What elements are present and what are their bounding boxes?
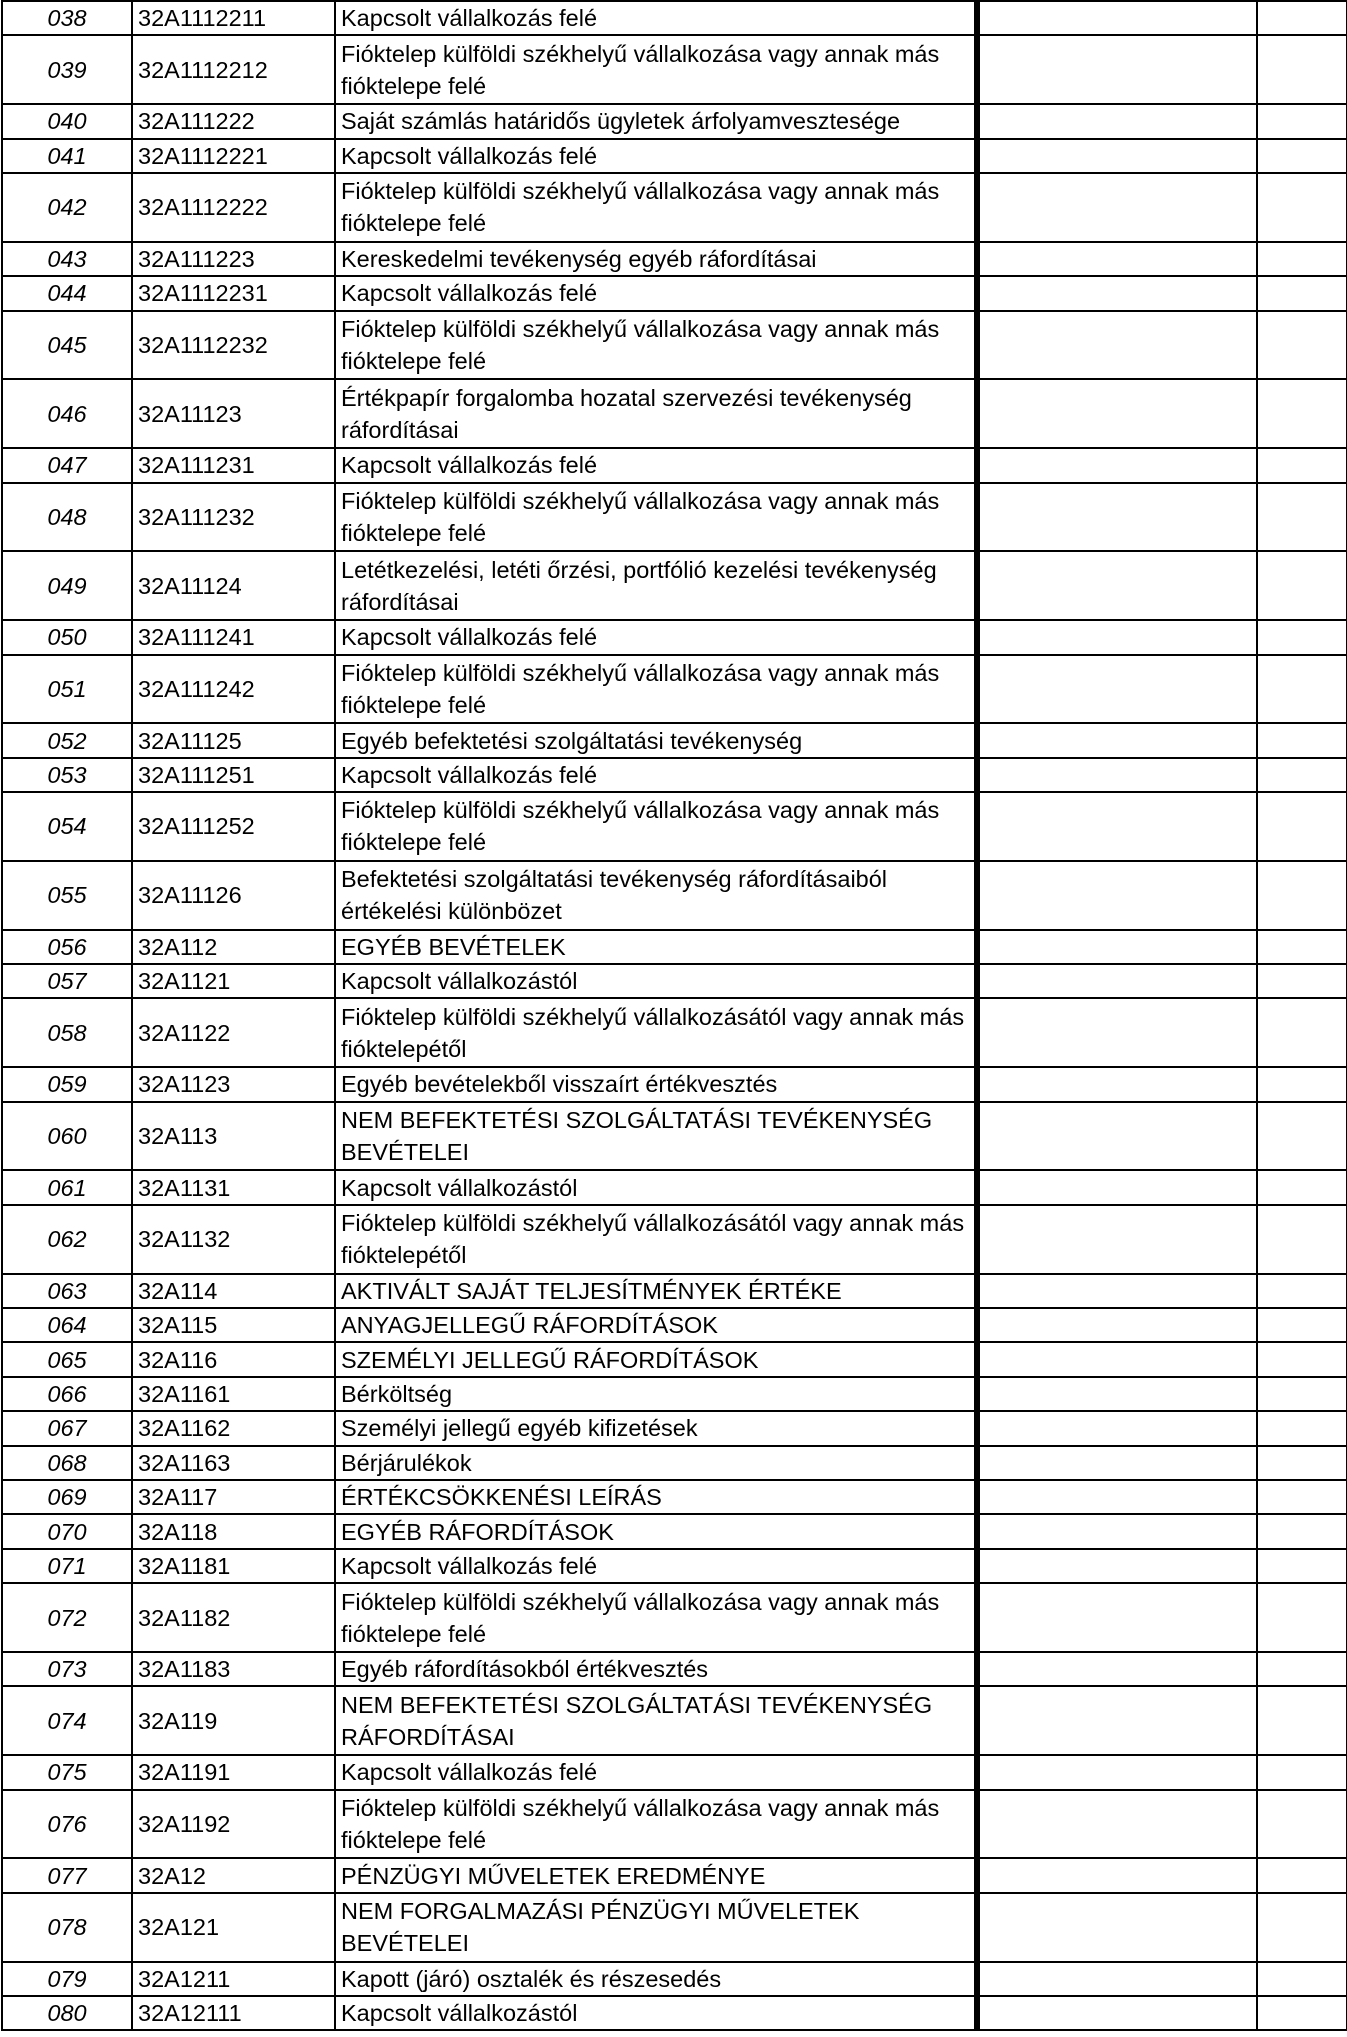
row-description-cell: Kapott (járó) osztalék és részesedés xyxy=(335,1962,977,1996)
row-value-cell xyxy=(977,930,1257,964)
row-extra-cell xyxy=(1257,1,1347,35)
row-code-cell: 32A1112212 xyxy=(132,35,335,104)
row-value-cell xyxy=(977,1514,1257,1548)
row-value-cell xyxy=(977,104,1257,138)
row-extra-cell xyxy=(1257,1583,1347,1652)
row-extra-cell xyxy=(1257,1514,1347,1548)
row-value-cell xyxy=(977,792,1257,861)
row-number-cell: 046 xyxy=(2,379,132,448)
row-code-cell: 32A111222 xyxy=(132,104,335,138)
row-value-cell xyxy=(977,998,1257,1067)
row-number-cell: 069 xyxy=(2,1480,132,1514)
row-number-cell: 064 xyxy=(2,1308,132,1342)
table-row xyxy=(2,655,1347,724)
row-code-cell: 32A12111 xyxy=(132,1996,335,2030)
row-number-cell: 056 xyxy=(2,930,132,964)
row-value-cell xyxy=(977,1996,1257,2030)
row-value-cell xyxy=(977,276,1257,310)
row-code-cell: 32A11124 xyxy=(132,551,335,620)
row-code-cell: 32A117 xyxy=(132,1480,335,1514)
row-code-cell: 32A114 xyxy=(132,1274,335,1308)
row-description-cell: ÉRTÉKCSÖKKENÉSI LEÍRÁS xyxy=(335,1480,977,1514)
row-extra-cell xyxy=(1257,379,1347,448)
row-description-cell: NEM BEFEKTETÉSI SZOLGÁLTATÁSI TEVÉKENYSÉG BEVÉTELEI xyxy=(335,1102,977,1171)
row-extra-cell xyxy=(1257,1755,1347,1789)
row-code-cell: 32A1123 xyxy=(132,1067,335,1101)
row-code-cell: 32A12 xyxy=(132,1858,335,1892)
row-value-cell xyxy=(977,1170,1257,1204)
row-code-cell: 32A113 xyxy=(132,1102,335,1171)
row-description-cell: Kapcsolt vállalkozás felé xyxy=(335,139,977,173)
row-extra-cell xyxy=(1257,551,1347,620)
row-description-cell: Kapcsolt vállalkozás felé xyxy=(335,1,977,35)
row-code-cell: 32A111223 xyxy=(132,242,335,276)
row-description-cell: Fióktelep külföldi székhelyű vállalkozása vagy annak más fióktelepe felé xyxy=(335,311,977,380)
row-description-cell: Fióktelep külföldi székhelyű vállalkozása vagy annak más fióktelepe felé xyxy=(335,792,977,861)
row-number-cell: 048 xyxy=(2,483,132,552)
row-description-cell: Saját számlás határidős ügyletek árfolyamvesztesége xyxy=(335,104,977,138)
row-number-cell: 057 xyxy=(2,964,132,998)
row-description-cell: Letétkezelési, letéti őrzési, portfólió kezelési tevékenység ráfordításai xyxy=(335,551,977,620)
row-number-cell: 079 xyxy=(2,1962,132,1996)
row-number-cell: 038 xyxy=(2,1,132,35)
row-extra-cell xyxy=(1257,620,1347,654)
row-description-cell: Fióktelep külföldi székhelyű vállalkozásától vagy annak más fióktelepétől xyxy=(335,998,977,1067)
row-description-cell: AKTIVÁLT SAJÁT TELJESÍTMÉNYEK ÉRTÉKE xyxy=(335,1274,977,1308)
row-description-cell: Bérjárulékok xyxy=(335,1446,977,1480)
table-row xyxy=(2,1446,1347,1480)
row-number-cell: 066 xyxy=(2,1377,132,1411)
row-extra-cell xyxy=(1257,1170,1347,1204)
row-extra-cell xyxy=(1257,1274,1347,1308)
table-row xyxy=(2,964,1347,998)
row-value-cell xyxy=(977,620,1257,654)
table-row xyxy=(2,620,1347,654)
row-code-cell: 32A1182 xyxy=(132,1583,335,1652)
row-number-cell: 071 xyxy=(2,1549,132,1583)
row-extra-cell xyxy=(1257,1790,1347,1859)
row-number-cell: 045 xyxy=(2,311,132,380)
row-extra-cell xyxy=(1257,1067,1347,1101)
row-code-cell: 32A1112231 xyxy=(132,276,335,310)
row-code-cell: 32A111232 xyxy=(132,483,335,552)
table-row xyxy=(2,551,1347,620)
row-extra-cell xyxy=(1257,861,1347,930)
row-extra-cell xyxy=(1257,1308,1347,1342)
row-description-cell: NEM FORGALMAZÁSI PÉNZÜGYI MŰVELETEK BEVÉTELEI xyxy=(335,1893,977,1962)
row-value-cell xyxy=(977,1755,1257,1789)
row-number-cell: 072 xyxy=(2,1583,132,1652)
table-row xyxy=(2,104,1347,138)
row-extra-cell xyxy=(1257,1480,1347,1514)
table-row xyxy=(2,1377,1347,1411)
row-value-cell xyxy=(977,1205,1257,1274)
row-extra-cell xyxy=(1257,173,1347,242)
table-row xyxy=(2,173,1347,242)
row-number-cell: 063 xyxy=(2,1274,132,1308)
table-row xyxy=(2,35,1347,104)
row-value-cell xyxy=(977,1411,1257,1445)
row-value-cell xyxy=(977,758,1257,792)
table-row xyxy=(2,1067,1347,1101)
row-code-cell: 32A111231 xyxy=(132,448,335,482)
table-row xyxy=(2,1686,1347,1755)
row-value-cell xyxy=(977,173,1257,242)
row-extra-cell xyxy=(1257,35,1347,104)
row-value-cell xyxy=(977,1067,1257,1101)
table-row xyxy=(2,758,1347,792)
row-number-cell: 044 xyxy=(2,276,132,310)
row-number-cell: 062 xyxy=(2,1205,132,1274)
row-description-cell: Kapcsolt vállalkozás felé xyxy=(335,276,977,310)
row-extra-cell xyxy=(1257,655,1347,724)
table-row xyxy=(2,1342,1347,1376)
row-extra-cell xyxy=(1257,242,1347,276)
row-number-cell: 061 xyxy=(2,1170,132,1204)
row-extra-cell xyxy=(1257,723,1347,757)
row-code-cell: 32A1181 xyxy=(132,1549,335,1583)
row-description-cell: SZEMÉLYI JELLEGŰ RÁFORDÍTÁSOK xyxy=(335,1342,977,1376)
table-row xyxy=(2,242,1347,276)
row-number-cell: 041 xyxy=(2,139,132,173)
table-row xyxy=(2,1480,1347,1514)
table-row xyxy=(2,1549,1347,1583)
row-description-cell: EGYÉB BEVÉTELEK xyxy=(335,930,977,964)
row-extra-cell xyxy=(1257,1996,1347,2030)
row-extra-cell xyxy=(1257,311,1347,380)
table-row xyxy=(2,379,1347,448)
row-value-cell xyxy=(977,1480,1257,1514)
row-description-cell: Fióktelep külföldi székhelyű vállalkozása vagy annak más fióktelepe felé xyxy=(335,35,977,104)
row-description-cell: Kapcsolt vállalkozás felé xyxy=(335,1549,977,1583)
table-row xyxy=(2,861,1347,930)
row-value-cell xyxy=(977,1549,1257,1583)
row-extra-cell xyxy=(1257,1205,1347,1274)
row-extra-cell xyxy=(1257,104,1347,138)
table-body xyxy=(2,1,1347,2030)
row-number-cell: 078 xyxy=(2,1893,132,1962)
row-code-cell: 32A1121 xyxy=(132,964,335,998)
table-row xyxy=(2,1583,1347,1652)
row-value-cell xyxy=(977,861,1257,930)
row-number-cell: 067 xyxy=(2,1411,132,1445)
row-extra-cell xyxy=(1257,1549,1347,1583)
row-description-cell: NEM BEFEKTETÉSI SZOLGÁLTATÁSI TEVÉKENYSÉG RÁFORDÍTÁSAI xyxy=(335,1686,977,1755)
row-number-cell: 059 xyxy=(2,1067,132,1101)
row-value-cell xyxy=(977,1652,1257,1686)
row-code-cell: 32A1192 xyxy=(132,1790,335,1859)
row-extra-cell xyxy=(1257,1652,1347,1686)
row-extra-cell xyxy=(1257,1686,1347,1755)
row-number-cell: 077 xyxy=(2,1858,132,1892)
row-number-cell: 073 xyxy=(2,1652,132,1686)
table-row xyxy=(2,1858,1347,1892)
row-extra-cell xyxy=(1257,1446,1347,1480)
table-row xyxy=(2,723,1347,757)
row-code-cell: 32A1183 xyxy=(132,1652,335,1686)
table-row xyxy=(2,1411,1347,1445)
row-number-cell: 070 xyxy=(2,1514,132,1548)
row-description-cell: Kereskedelmi tevékenység egyéb ráfordításai xyxy=(335,242,977,276)
row-code-cell: 32A1163 xyxy=(132,1446,335,1480)
row-number-cell: 060 xyxy=(2,1102,132,1171)
table-row xyxy=(2,1102,1347,1171)
row-extra-cell xyxy=(1257,758,1347,792)
row-extra-cell xyxy=(1257,1102,1347,1171)
row-code-cell: 32A111242 xyxy=(132,655,335,724)
report-table xyxy=(1,0,1347,2031)
row-number-cell: 058 xyxy=(2,998,132,1067)
row-number-cell: 051 xyxy=(2,655,132,724)
row-value-cell xyxy=(977,139,1257,173)
row-value-cell xyxy=(977,1377,1257,1411)
row-code-cell: 32A1122 xyxy=(132,998,335,1067)
table-row xyxy=(2,448,1347,482)
row-extra-cell xyxy=(1257,930,1347,964)
row-number-cell: 068 xyxy=(2,1446,132,1480)
row-code-cell: 32A115 xyxy=(132,1308,335,1342)
table-row xyxy=(2,1652,1347,1686)
row-extra-cell xyxy=(1257,964,1347,998)
row-value-cell xyxy=(977,448,1257,482)
row-value-cell xyxy=(977,1342,1257,1376)
row-number-cell: 043 xyxy=(2,242,132,276)
row-code-cell: 32A111251 xyxy=(132,758,335,792)
table-row xyxy=(2,1755,1347,1789)
row-value-cell xyxy=(977,242,1257,276)
row-number-cell: 053 xyxy=(2,758,132,792)
row-number-cell: 075 xyxy=(2,1755,132,1789)
row-code-cell: 32A1211 xyxy=(132,1962,335,1996)
table-row xyxy=(2,998,1347,1067)
row-description-cell: Kapcsolt vállalkozástól xyxy=(335,1170,977,1204)
table-row xyxy=(2,1514,1347,1548)
row-value-cell xyxy=(977,1962,1257,1996)
row-value-cell xyxy=(977,483,1257,552)
row-description-cell: Kapcsolt vállalkozás felé xyxy=(335,620,977,654)
row-code-cell: 32A1162 xyxy=(132,1411,335,1445)
row-code-cell: 32A1112222 xyxy=(132,173,335,242)
row-code-cell: 32A111241 xyxy=(132,620,335,654)
row-description-cell: Fióktelep külföldi székhelyű vállalkozása vagy annak más fióktelepe felé xyxy=(335,173,977,242)
row-extra-cell xyxy=(1257,998,1347,1067)
row-value-cell xyxy=(977,1102,1257,1171)
row-description-cell: Kapcsolt vállalkozás felé xyxy=(335,1755,977,1789)
table-row xyxy=(2,792,1347,861)
row-value-cell xyxy=(977,964,1257,998)
row-code-cell: 32A1132 xyxy=(132,1205,335,1274)
row-number-cell: 074 xyxy=(2,1686,132,1755)
row-code-cell: 32A1112221 xyxy=(132,139,335,173)
row-number-cell: 050 xyxy=(2,620,132,654)
row-number-cell: 065 xyxy=(2,1342,132,1376)
row-value-cell xyxy=(977,1308,1257,1342)
table-row xyxy=(2,1205,1347,1274)
table-row xyxy=(2,1790,1347,1859)
row-description-cell: Fióktelep külföldi székhelyű vállalkozása vagy annak más fióktelepe felé xyxy=(335,1790,977,1859)
table-row xyxy=(2,1170,1347,1204)
row-extra-cell xyxy=(1257,1858,1347,1892)
row-code-cell: 32A11125 xyxy=(132,723,335,757)
row-value-cell xyxy=(977,379,1257,448)
row-number-cell: 055 xyxy=(2,861,132,930)
table-row xyxy=(2,1274,1347,1308)
row-value-cell xyxy=(977,723,1257,757)
table-row xyxy=(2,930,1347,964)
table-row xyxy=(2,483,1347,552)
row-description-cell: Fióktelep külföldi székhelyű vállalkozása vagy annak más fióktelepe felé xyxy=(335,483,977,552)
row-code-cell: 32A1112232 xyxy=(132,311,335,380)
row-description-cell: Fióktelep külföldi székhelyű vállalkozásától vagy annak más fióktelepétől xyxy=(335,1205,977,1274)
row-extra-cell xyxy=(1257,1342,1347,1376)
row-description-cell: Egyéb ráfordításokból értékvesztés xyxy=(335,1652,977,1686)
table-row xyxy=(2,1,1347,35)
row-number-cell: 076 xyxy=(2,1790,132,1859)
row-description-cell: Kapcsolt vállalkozástól xyxy=(335,964,977,998)
row-value-cell xyxy=(977,1893,1257,1962)
row-value-cell xyxy=(977,1858,1257,1892)
row-code-cell: 32A118 xyxy=(132,1514,335,1548)
row-description-cell: Fióktelep külföldi székhelyű vállalkozása vagy annak más fióktelepe felé xyxy=(335,1583,977,1652)
row-value-cell xyxy=(977,655,1257,724)
row-description-cell: Személyi jellegű egyéb kifizetések xyxy=(335,1411,977,1445)
row-code-cell: 32A121 xyxy=(132,1893,335,1962)
row-value-cell xyxy=(977,1446,1257,1480)
row-description-cell: ANYAGJELLEGŰ RÁFORDÍTÁSOK xyxy=(335,1308,977,1342)
table-row xyxy=(2,276,1347,310)
row-value-cell xyxy=(977,1583,1257,1652)
row-code-cell: 32A11123 xyxy=(132,379,335,448)
row-description-cell: Kapcsolt vállalkozás felé xyxy=(335,758,977,792)
row-number-cell: 042 xyxy=(2,173,132,242)
row-description-cell: Kapcsolt vállalkozástól xyxy=(335,1996,977,2030)
row-value-cell xyxy=(977,1274,1257,1308)
row-extra-cell xyxy=(1257,276,1347,310)
row-number-cell: 039 xyxy=(2,35,132,104)
row-extra-cell xyxy=(1257,1411,1347,1445)
row-description-cell: Fióktelep külföldi székhelyű vállalkozása vagy annak más fióktelepe felé xyxy=(335,655,977,724)
table-row xyxy=(2,311,1347,380)
table-row xyxy=(2,139,1347,173)
row-description-cell: EGYÉB RÁFORDÍTÁSOK xyxy=(335,1514,977,1548)
row-number-cell: 054 xyxy=(2,792,132,861)
row-description-cell: Egyéb befektetési szolgáltatási tevékenység xyxy=(335,723,977,757)
row-value-cell xyxy=(977,1686,1257,1755)
row-number-cell: 040 xyxy=(2,104,132,138)
row-code-cell: 32A111252 xyxy=(132,792,335,861)
row-value-cell xyxy=(977,551,1257,620)
table-row xyxy=(2,1308,1347,1342)
row-description-cell: Befektetési szolgáltatási tevékenység ráfordításaiból értékelési különbözet xyxy=(335,861,977,930)
table-row xyxy=(2,1893,1347,1962)
row-extra-cell xyxy=(1257,139,1347,173)
row-code-cell: 32A11126 xyxy=(132,861,335,930)
row-code-cell: 32A1131 xyxy=(132,1170,335,1204)
row-number-cell: 052 xyxy=(2,723,132,757)
row-code-cell: 32A112 xyxy=(132,930,335,964)
row-value-cell xyxy=(977,311,1257,380)
row-description-cell: Egyéb bevételekből visszaírt értékvesztés xyxy=(335,1067,977,1101)
row-value-cell xyxy=(977,1790,1257,1859)
row-code-cell: 32A119 xyxy=(132,1686,335,1755)
row-extra-cell xyxy=(1257,1962,1347,1996)
row-number-cell: 047 xyxy=(2,448,132,482)
row-extra-cell xyxy=(1257,483,1347,552)
row-extra-cell xyxy=(1257,792,1347,861)
row-code-cell: 32A116 xyxy=(132,1342,335,1376)
row-extra-cell xyxy=(1257,1893,1347,1962)
row-value-cell xyxy=(977,35,1257,104)
row-value-cell xyxy=(977,1,1257,35)
row-description-cell: Bérköltség xyxy=(335,1377,977,1411)
row-number-cell: 049 xyxy=(2,551,132,620)
row-extra-cell xyxy=(1257,448,1347,482)
row-description-cell: Értékpapír forgalomba hozatal szervezési tevékenység ráfordításai xyxy=(335,379,977,448)
table-row xyxy=(2,1962,1347,1996)
row-extra-cell xyxy=(1257,1377,1347,1411)
row-description-cell: Kapcsolt vállalkozás felé xyxy=(335,448,977,482)
row-number-cell: 080 xyxy=(2,1996,132,2030)
row-code-cell: 32A1161 xyxy=(132,1377,335,1411)
row-description-cell: PÉNZÜGYI MŰVELETEK EREDMÉNYE xyxy=(335,1858,977,1892)
row-code-cell: 32A1112211 xyxy=(132,1,335,35)
row-code-cell: 32A1191 xyxy=(132,1755,335,1789)
table-row xyxy=(2,1996,1347,2030)
